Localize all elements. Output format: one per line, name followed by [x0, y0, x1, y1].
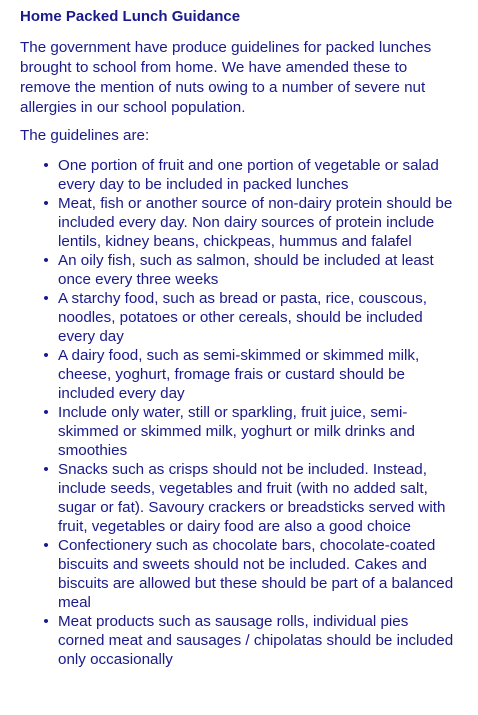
bullet-icon: •	[43, 613, 49, 630]
intro-paragraph: The government have produce guidelines for packed lunches brought to school from home. We have amended these to remove the mention of nuts owing to a number of severe nut allergies in our school population.	[20, 39, 432, 116]
bullet-icon: •	[43, 157, 49, 174]
guideline-item	[20, 156, 458, 194]
bullet-icon: •	[43, 461, 49, 478]
guidelines-lead: The guidelines are:	[20, 127, 150, 144]
page-title: Home Packed Lunch Guidance	[20, 8, 241, 25]
guidelines-list	[20, 156, 458, 669]
guideline-text: Meat, fish or another source of non-dairy protein should be included every day. Non dairy sources of protein include lentils, kidney beans, chickpeas, hummus and falafel	[58, 195, 453, 250]
guideline-item	[20, 346, 458, 403]
guideline-text: An oily fish, such as salmon, should be included at least once every three weeks	[58, 252, 434, 288]
bullet-icon: •	[43, 252, 49, 269]
guideline-item	[20, 612, 458, 669]
guideline-text: Confectionery such as chocolate bars, chocolate-coated biscuits and sweets should not be included. Cakes and biscuits are allowed but these should be part of a balanced meal	[58, 537, 454, 611]
guideline-item	[20, 251, 458, 289]
guideline-item	[20, 536, 458, 612]
guideline-text: Snacks such as crisps should not be included. Instead, include seeds, vegetables and fruit (with no added salt, sugar or fat). Savoury crackers or breadsticks served with fruit, vegetables or dairy food are also a good choice	[58, 461, 446, 535]
guideline-item	[20, 460, 458, 536]
bullet-icon: •	[43, 290, 49, 307]
bullet-icon: •	[43, 347, 49, 364]
guideline-text: A dairy food, such as semi-skimmed or skimmed milk, cheese, yoghurt, fromage frais or custard should be included every day	[58, 347, 420, 402]
guideline-item	[20, 289, 458, 346]
guideline-item	[20, 403, 458, 460]
bullet-icon: •	[43, 195, 49, 212]
guideline-text: Include only water, still or sparkling, fruit juice, semi-skimmed or skimmed milk, yoghurt or milk drinks and smoothies	[58, 404, 415, 459]
guideline-item	[20, 194, 458, 251]
bullet-icon: •	[43, 404, 49, 421]
bullet-icon: •	[43, 537, 49, 554]
guideline-text: Meat products such as sausage rolls, individual pies corned meat and sausages / chipolatas should be included only occasionally	[58, 613, 454, 668]
guideline-text: A starchy food, such as bread or pasta, rice, couscous, noodles, potatoes or other cereals, should be included every day	[58, 290, 427, 345]
guideline-text: One portion of fruit and one portion of vegetable or salad every day to be included in packed lunches	[58, 157, 439, 193]
